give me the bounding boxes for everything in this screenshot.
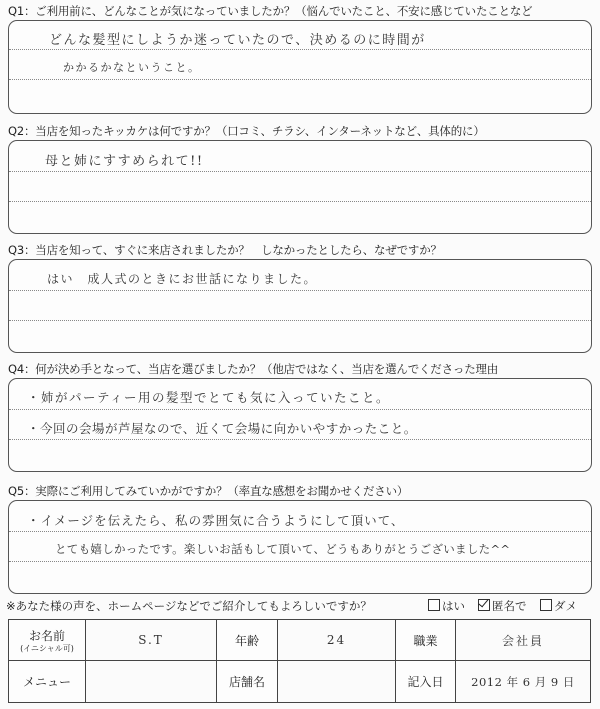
date-field[interactable] [456,661,591,703]
consent-option-yes-label: はい [442,599,465,613]
q3-label: Q3：当店を知って、すぐに来店されましたか？ しなかったとしたら、なぜですか？ [8,243,442,257]
name-sub-label: (イニシャル可) [20,643,74,653]
q2-answer-line-1: 母と姉にすすめられて!! [45,154,204,169]
age-field[interactable] [278,620,396,661]
checkbox-yes[interactable] [428,599,440,611]
name-label-cell [9,620,86,661]
q5-answer-line-1: ・イメージを伝えたら、私の雰囲気に合うようにして頂いて、 [27,513,405,528]
menu-label: メニュー [9,661,86,703]
job-label: 職業 [396,620,456,661]
consent-option-anonymous-label: 匿名で [492,599,527,613]
job-value: 会社員 [501,633,544,648]
q5-answer-line-2: とても嬉しかったです。楽しいお話もして頂いて、どうもありがとうございました^^ [55,542,511,556]
q3-answer-line-1: はい 成人式のときにお世話になりました。 [47,272,318,286]
respondent-info-table [8,619,591,703]
consent-option-anonymous[interactable] [478,598,527,614]
q2-answer-box[interactable] [8,140,592,234]
q1-label: Q1：ご利用前に、どんなことが気になっていましたか？（悩んでいたこと、不安に感じていたことなど [8,4,533,18]
consent-option-no-label: ダメ [554,599,577,613]
checkbox-anonymous[interactable] [478,599,490,611]
q2-label: Q2：当店を知ったキッカケは何ですか？（口コミ、チラシ、インターネットなど、具体的に） [8,124,485,138]
date-label: 記入日 [396,661,456,703]
checkbox-no[interactable] [540,599,552,611]
job-field[interactable] [456,620,591,661]
q5-answer-box[interactable] [8,500,592,594]
q1-answer-line-1: どんな髪型にしようか迷っていたので、決めるのに時間が [49,33,426,48]
name-field[interactable] [86,620,217,661]
name-label: お名前 [28,628,65,643]
consent-option-no[interactable] [540,598,577,614]
q3-answer-box[interactable] [8,259,592,353]
q4-label: Q4：何が決め手となって、当店を選びましたか？（他店ではなく、当店を選んでくださった理由 [8,362,499,376]
date-value: 2012 年 6 月 9 日 [471,674,575,689]
age-label: 年齢 [217,620,278,661]
store-field[interactable] [278,661,396,703]
q1-answer-box[interactable] [8,20,592,114]
store-label: 店舗名 [217,661,278,703]
q4-answer-box[interactable] [8,378,592,472]
age-value: 24 [326,633,347,647]
menu-field[interactable] [86,661,217,703]
consent-question: ※あなた様の声を、ホームページなどでご紹介してもよろしいですか？ [6,599,372,613]
consent-option-yes[interactable] [428,598,465,614]
name-value: S.T [138,633,164,647]
q1-answer-line-2: かかるかなということ。 [63,61,201,74]
q4-answer-line-1: ・姉がパーティー用の髪型でとても気に入っていたこと。 [27,390,391,405]
q4-answer-line-2: ・今回の会場が芦屋なので、近くて会場に向かいやすかったこと。 [27,421,417,436]
q5-label: Q5：実際にご利用してみていかがですか？（率直な感想をお聞かせください） [8,484,409,498]
